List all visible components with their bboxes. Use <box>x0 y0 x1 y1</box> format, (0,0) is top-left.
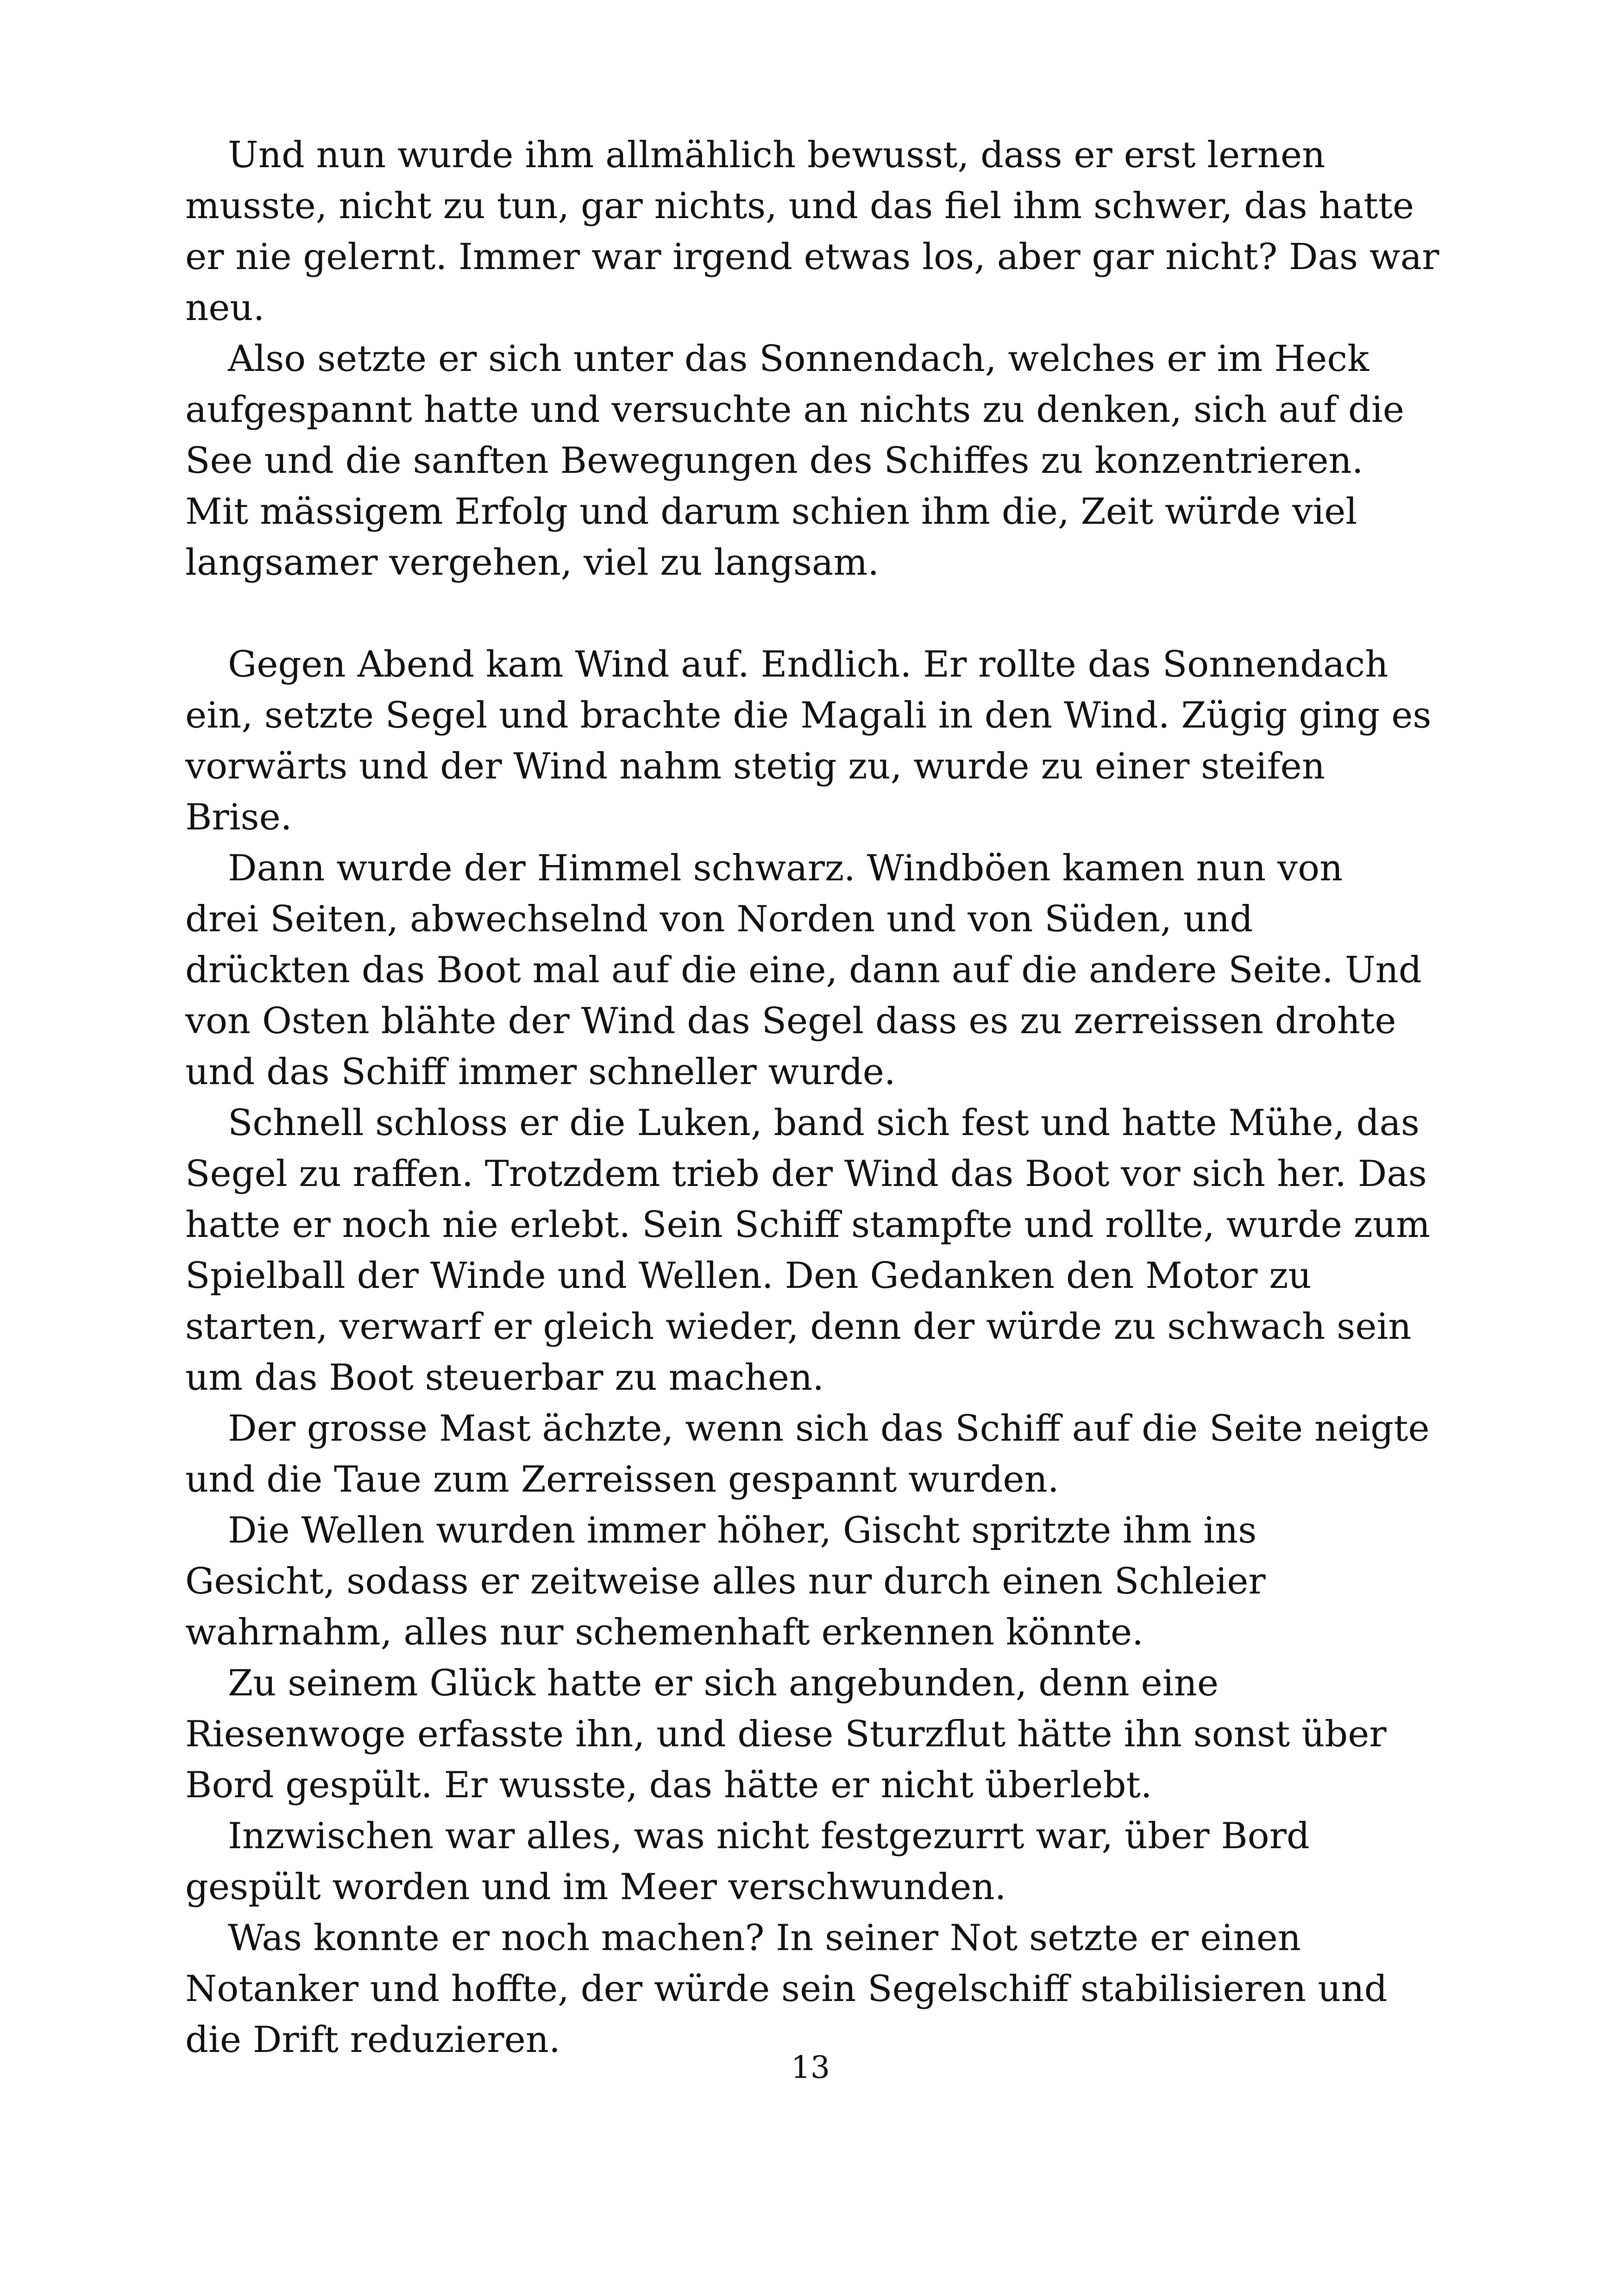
text-line: aufgespannt hatte und versuchte an nichts zu denken, sich auf die <box>185 389 1404 431</box>
text-line: langsamer vergehen, viel zu langsam. <box>185 542 880 583</box>
text-line: Riesenwoge erfasste ihn, und diese Sturzflut hätte ihn sonst über <box>185 1713 1387 1755</box>
text-line: wahrnahm, alles nur schemenhaft erkennen könnte. <box>185 1612 1143 1653</box>
text-line: Brise. <box>185 797 292 838</box>
text-line: starten, verwarf er gleich wieder, denn der würde zu schwach sein <box>185 1306 1412 1348</box>
text-line: neu. <box>185 287 265 329</box>
body-text <box>185 130 1454 2065</box>
text-line: Spielball der Winde und Wellen. Den Gedanken den Motor zu <box>185 1255 1312 1297</box>
text-line: vorwärts und der Wind nahm stetig zu, wurde zu einer steifen <box>185 746 1325 787</box>
text-line: Der grosse Mast ächzte, wenn sich das Schiff auf die Seite neigte <box>228 1408 1430 1449</box>
text-line: drei Seiten, abwechselnd von Norden und von Süden, und <box>185 898 1253 940</box>
section-gap <box>185 588 1454 639</box>
text-line: Die Wellen wurden immer höher, Gischt spritzte ihm ins <box>228 1510 1257 1551</box>
page-number: 13 <box>791 2050 830 2085</box>
text-line: Inzwischen war alles, was nicht festgezurrt war, über Bord <box>228 1815 1310 1857</box>
text-line: Was konnte er noch machen? In seiner Not setzte er einen <box>228 1917 1301 1959</box>
text-line: musste, nicht zu tun, gar nichts, und das fiel ihm schwer, das hatte <box>185 185 1414 227</box>
text-line: Gegen Abend kam Wind auf. Endlich. Er rollte das Sonnendach <box>228 644 1389 685</box>
text-line: hatte er noch nie erlebt. Sein Schiff stampfte und rollte, wurde zum <box>185 1204 1430 1246</box>
text-line: und das Schiff immer schneller wurde. <box>185 1051 896 1093</box>
text-line: von Osten blähte der Wind das Segel dass es zu zerreissen drohte <box>185 1000 1396 1042</box>
text-line: Zu seinem Glück hatte er sich angebunden, denn eine <box>228 1662 1219 1704</box>
text-line: und die Taue zum Zerreissen gespannt wurden. <box>185 1459 1059 1500</box>
text-line: See und die sanften Bewegungen des Schiffes zu konzentrieren. <box>185 440 1363 482</box>
text-line: Gesicht, sodass er zeitweise alles nur durch einen Schleier <box>185 1561 1266 1602</box>
text-line: Bord gespült. Er wusste, das hätte er nicht überlebt. <box>185 1764 1152 1806</box>
text-line: Dann wurde der Himmel schwarz. Windböen kamen nun von <box>228 847 1343 889</box>
text-line: er nie gelernt. Immer war irgend etwas los, aber gar nicht? Das war <box>185 236 1439 278</box>
text-line: drückten das Boot mal auf die eine, dann auf die andere Seite. Und <box>185 949 1422 991</box>
text-line: um das Boot steuerbar zu machen. <box>185 1357 824 1399</box>
text-line: Segel zu raffen. Trotzdem trieb der Wind das Boot vor sich her. Das <box>185 1153 1427 1195</box>
text-line: Mit mässigem Erfolg und darum schien ihm die, Zeit würde viel <box>185 491 1357 533</box>
text-line: Schnell schloss er die Luken, band sich fest und hatte Mühe, das <box>228 1102 1420 1144</box>
text-line: die Drift reduzieren. <box>185 2019 560 2061</box>
text-line: gespült worden und im Meer verschwunden. <box>185 1866 1006 1908</box>
text-line: Und nun wurde ihm allmählich bewusst, dass er erst lernen <box>228 134 1326 176</box>
text-line: Also setzte er sich unter das Sonnendach, welches er im Heck <box>228 338 1370 380</box>
text-line: ein, setzte Segel und brachte die Magali in den Wind. Zügig ging es <box>185 695 1432 736</box>
text-line: Notanker und hoffte, der würde sein Segelschiff stabilisieren und <box>185 1968 1388 2010</box>
